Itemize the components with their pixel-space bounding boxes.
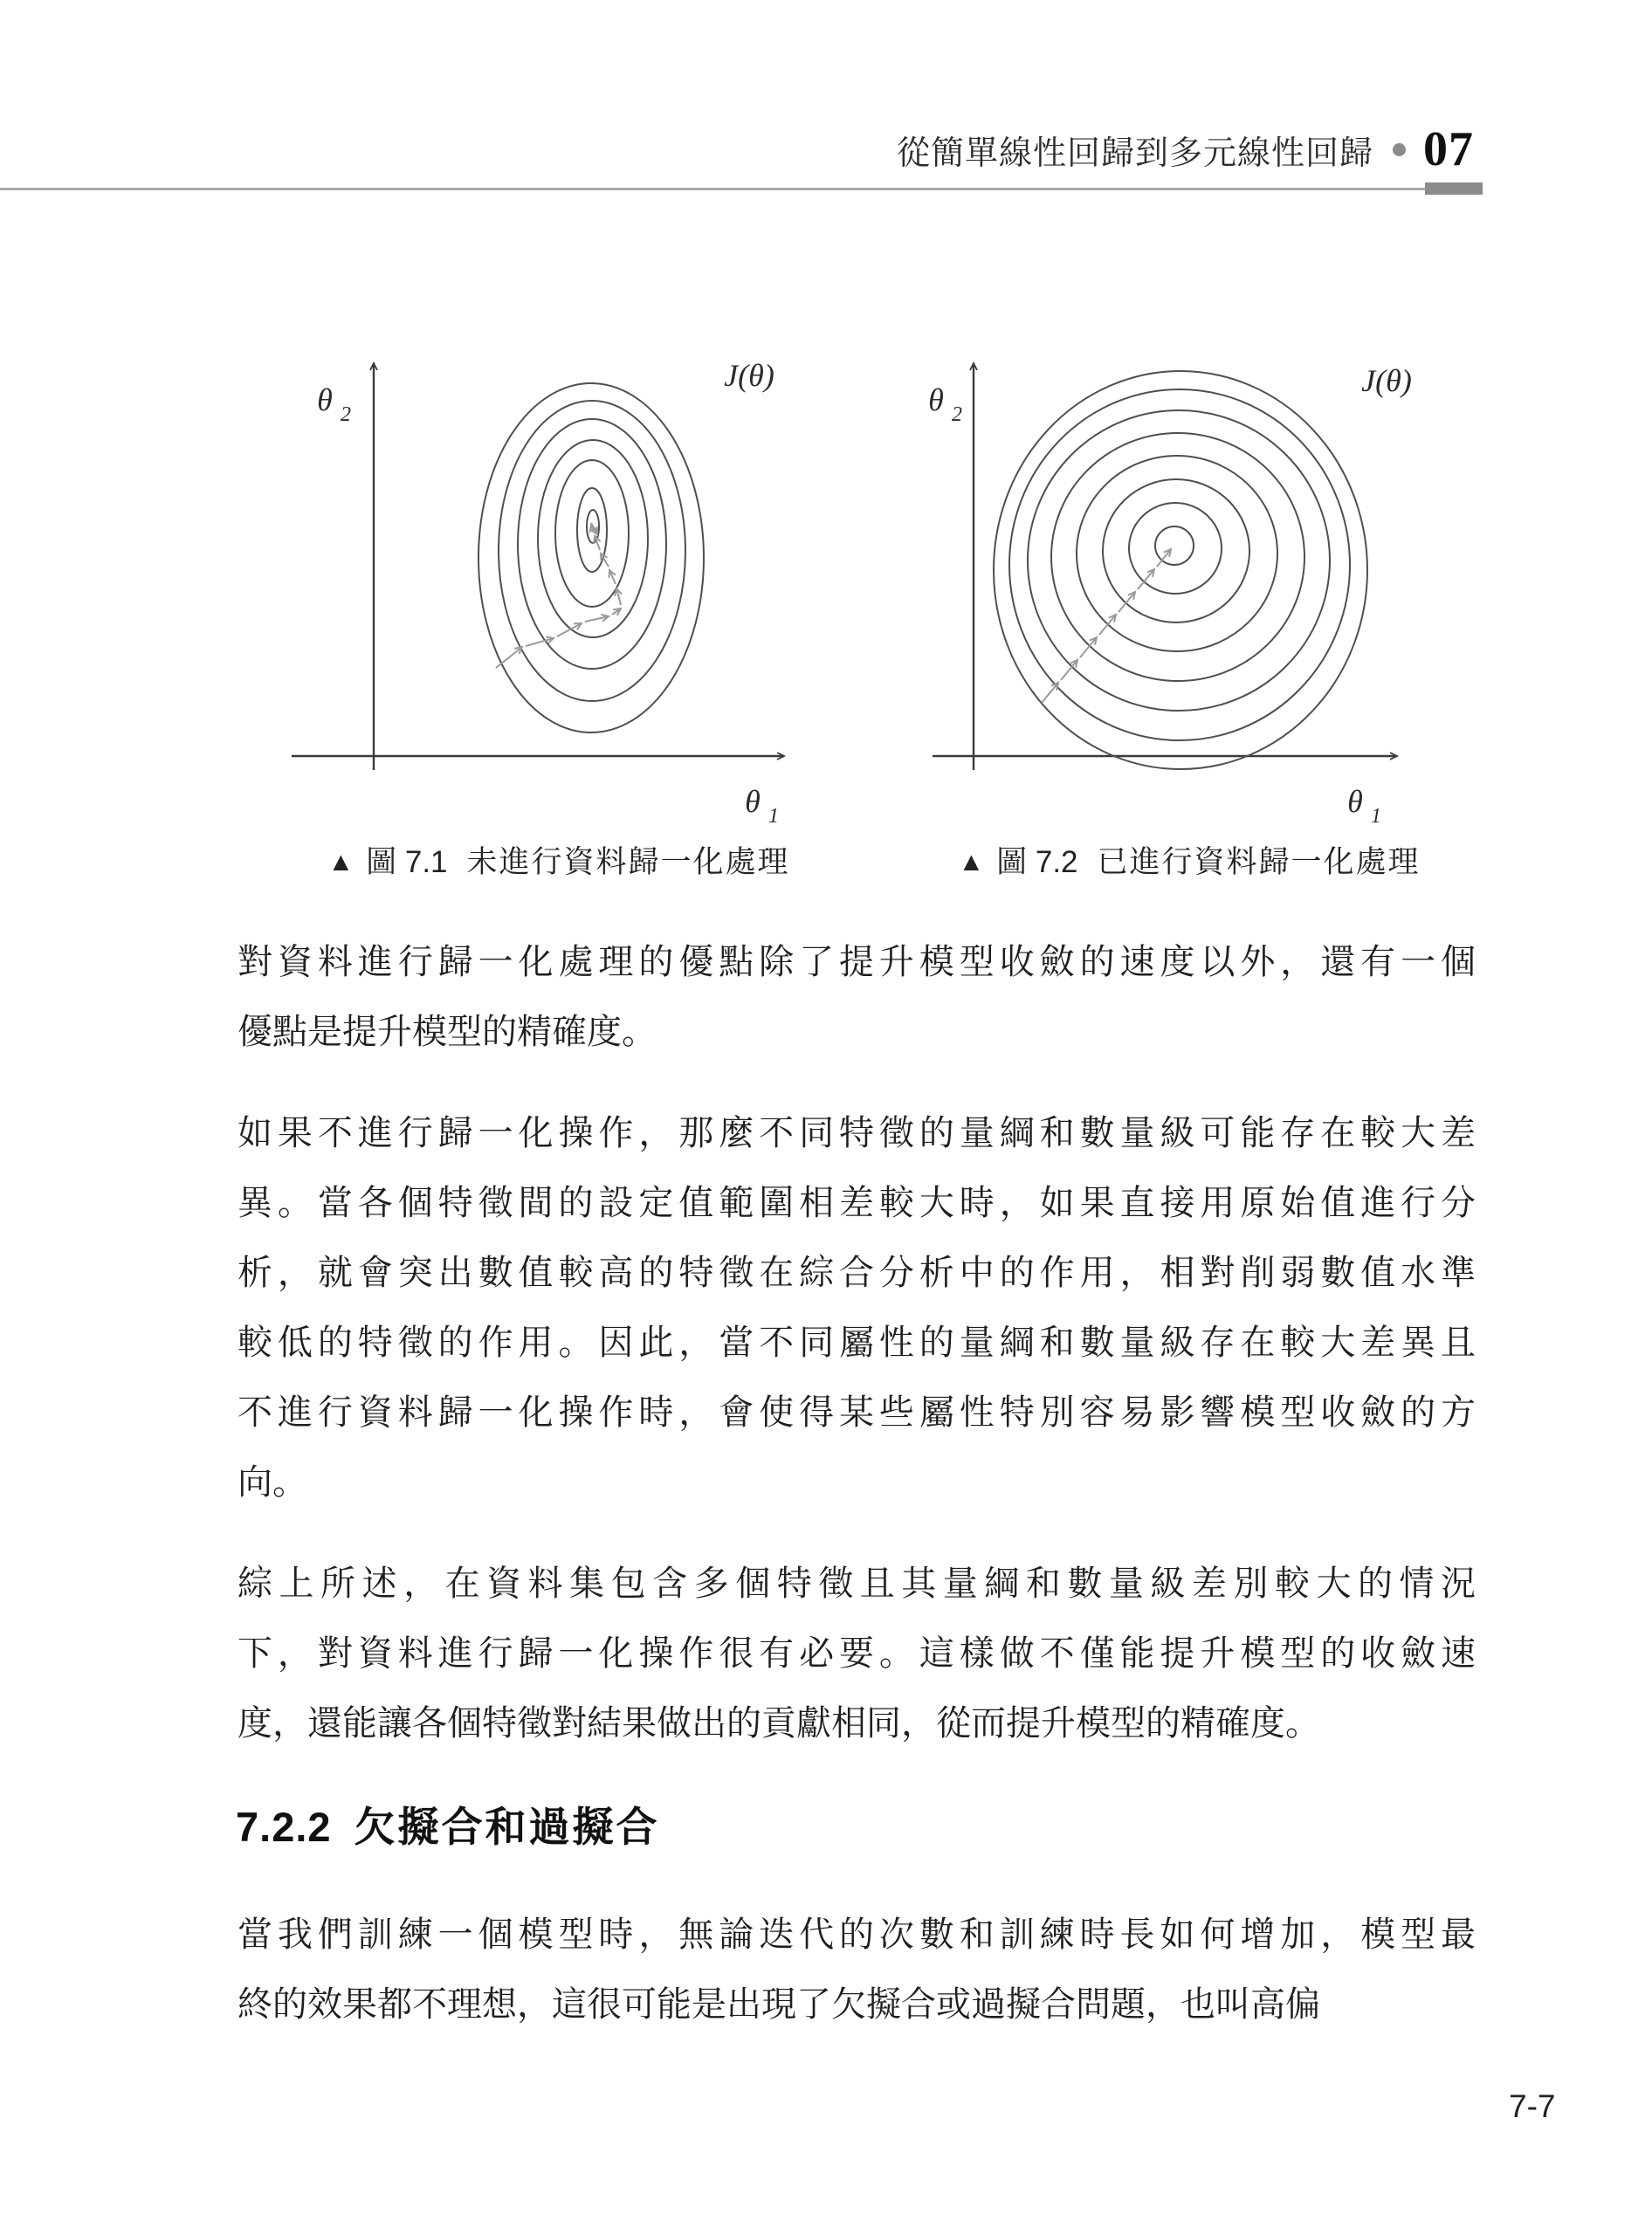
text-line: 下，對資料進行歸一化操作很有必要。這樣做不僅能提升模型的收斂速 (237, 1634, 1476, 1673)
bullet-dot-icon (1393, 143, 1406, 156)
text-line: 度，還能讓各個特徵對結果做出的貢獻相同，從而提升模型的精確度。 (237, 1704, 1320, 1743)
paragraph (237, 927, 1476, 1067)
text-line: 不進行資料歸一化操作時，會使得某些屬性特別容易影響模型收斂的方 (237, 1393, 1476, 1432)
triangle-marker-icon: ▲ (327, 848, 354, 877)
text-line: 向。 (237, 1463, 307, 1502)
page-header (897, 124, 1474, 175)
figure-7-1-caption-text: 未進行資料歸一化處理 (466, 845, 790, 879)
page-number: 7-7 (1509, 2088, 1556, 2124)
text-line: 當我們訓練一個模型時，無論迭代的次數和訓練時長如何增加，模型最 (237, 1915, 1476, 1954)
text-line: 優點是提升模型的精確度。 (237, 1013, 657, 1051)
text-line: 較低的特徵的作用。因此，當不同屬性的量綱和數量級存在較大差異且 (237, 1324, 1476, 1362)
text-line: 終的效果都不理想，這很可能是出現了欠擬合或過擬合問題，也叫高偏 (237, 1985, 1320, 2024)
paragraph (237, 1549, 1476, 1758)
fig1-y-axis-label: θ (317, 382, 333, 417)
fig1-x-axis-label: θ (745, 784, 761, 819)
section-title: 欠擬合和過擬合 (354, 1804, 660, 1850)
figures-canvas (244, 340, 1502, 829)
body-text-column (237, 927, 1476, 1790)
fig2-y-axis-label-sub: 2 (952, 403, 962, 426)
chapter-number: 07 (1423, 122, 1474, 176)
header-rule (0, 188, 1442, 190)
fig2-contour-lines (994, 371, 1367, 769)
fig2-function-label: J(θ) (1361, 363, 1412, 398)
fig2-x-axis-label: θ (1347, 784, 1363, 819)
text-line: 對資料進行歸一化處理的優點除了提升模型收斂的速度以外，還有一個 (237, 943, 1476, 981)
fig1-contour-lines (478, 383, 704, 732)
chapter-title: 從簡單線性回歸到多元線性回歸 (896, 134, 1373, 172)
fig2-y-axis-label: θ (928, 382, 944, 417)
section-heading (236, 1795, 1476, 1853)
body-text-column-2 (237, 1900, 1476, 2071)
figure-7-1-plot (292, 358, 784, 828)
fig1-x-axis-label-sub: 1 (768, 805, 779, 828)
text-line: 如果不進行歸一化操作，那麼不同特徵的量綱和數量級可能存在較大差 (237, 1114, 1476, 1152)
figure-7-2-plot (928, 363, 1412, 828)
paragraph (237, 1098, 1476, 1517)
section-number: 7.2.2 (236, 1804, 332, 1850)
figure-7-1-caption (253, 838, 864, 882)
figure-7-2-caption-text: 已進行資料歸一化處理 (1097, 845, 1421, 879)
triangle-marker-icon: ▲ (958, 848, 985, 877)
text-line: 析，就會突出數值較高的特徵在綜合分析中的作用，相對削弱數值水準 (237, 1254, 1476, 1292)
fig2-x-axis-label-sub: 1 (1371, 805, 1381, 828)
figure-7-2-caption-label: 圖 7.2 (996, 845, 1078, 879)
text-line: 異。當各個特徵間的設定值範圍相差較大時，如果直接用原始值進行分 (237, 1184, 1476, 1222)
header-rule-accent (1425, 182, 1483, 195)
fig1-y-axis-label-sub: 2 (341, 403, 351, 426)
text-line: 綜上所述，在資料集包含多個特徵且其量綱和數量級差別較大的情況 (237, 1564, 1476, 1603)
figure-7-1-caption-label: 圖 7.1 (366, 845, 448, 879)
fig1-gradient-descent-path (496, 523, 621, 668)
fig1-function-label: J(θ) (724, 358, 774, 393)
figure-7-2-caption (884, 838, 1495, 882)
paragraph (237, 1900, 1476, 2039)
